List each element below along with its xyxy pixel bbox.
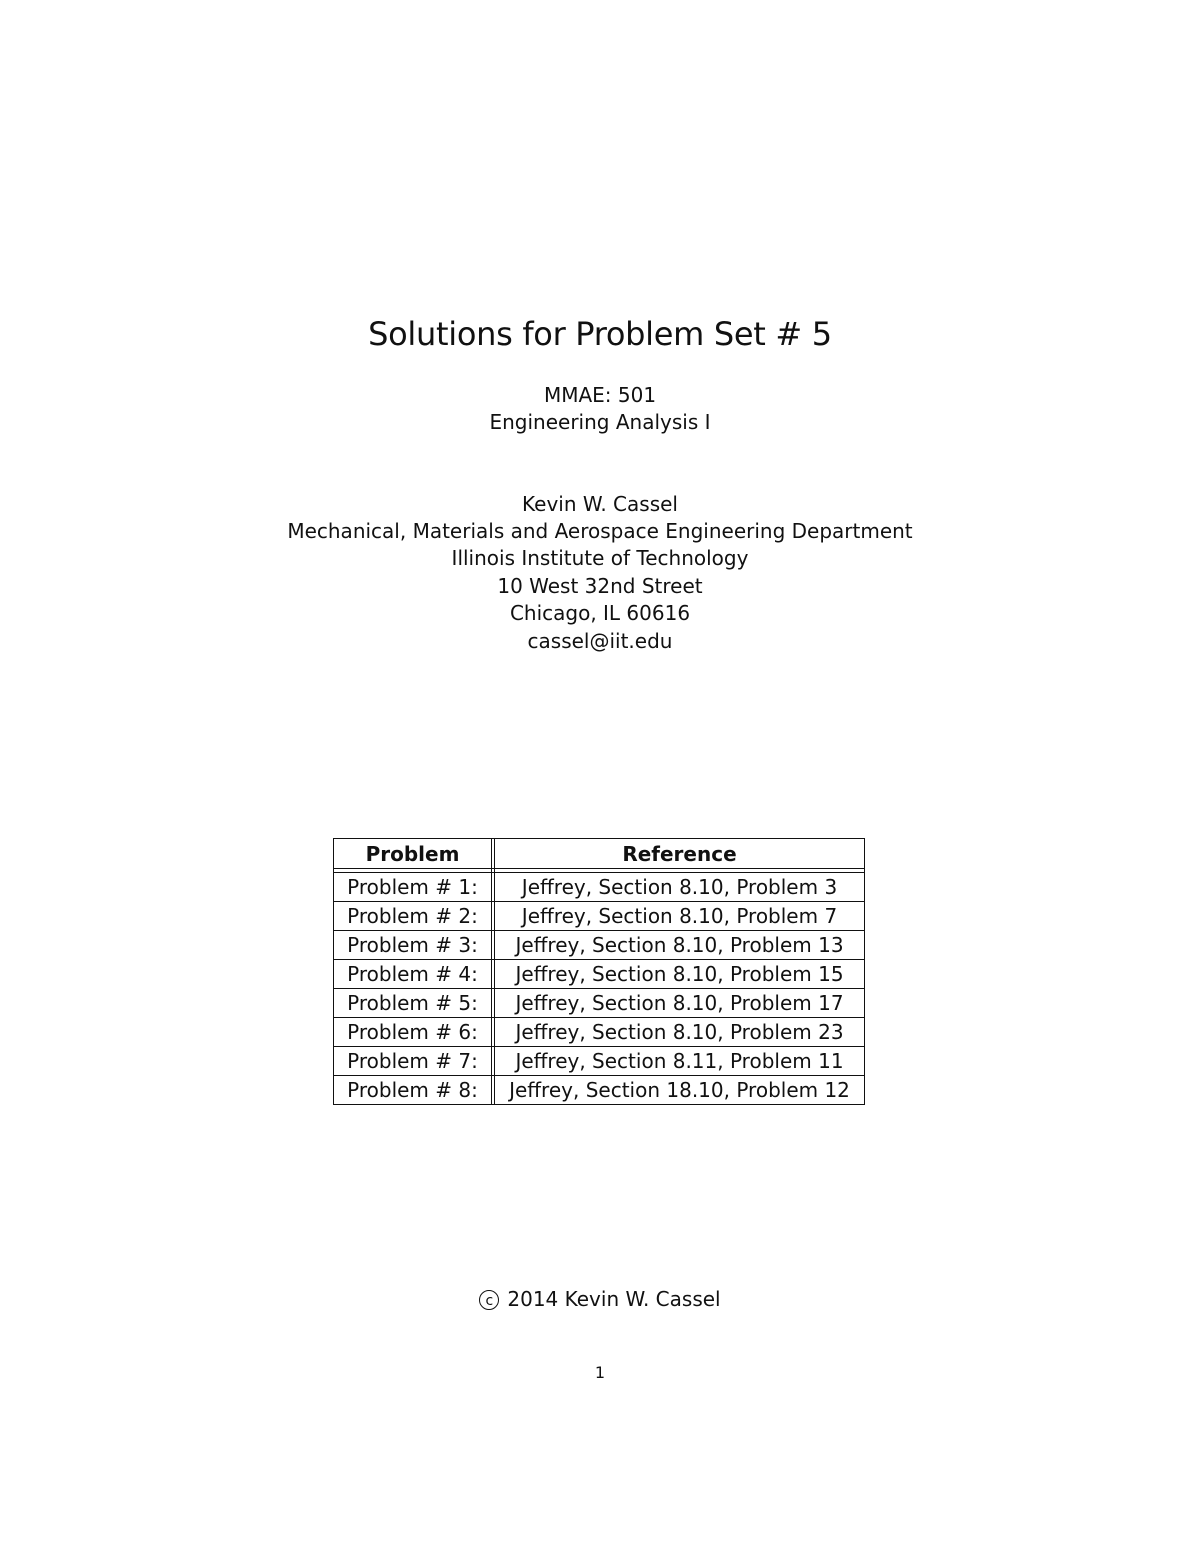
problem-cell: Problem # 4: [334,960,495,988]
department: Mechanical, Materials and Aerospace Engineering Department [287,519,913,543]
problem-cell: Problem # 3: [334,931,495,959]
page-number: 1 [594,1363,606,1382]
author-email: cassel@iit.edu [527,629,673,653]
copyright-icon: c [479,1290,499,1310]
table-row [334,1047,864,1076]
table-row [334,1018,864,1047]
reference-cell: Jeffrey, Section 8.10, Problem 13 [515,933,844,957]
reference-cell: Jeffrey, Section 8.10, Problem 7 [521,904,838,928]
course-name: Engineering Analysis I [489,410,711,434]
table-row [334,960,864,989]
document-title: Solutions for Problem Set # 5 [368,315,832,353]
reference-cell: Jeffrey, Section 8.10, Problem 15 [515,962,844,986]
copyright-text: 2014 Kevin W. Cassel [507,1287,721,1311]
reference-cell: Jeffrey, Section 8.11, Problem 11 [515,1049,844,1073]
street-address: 10 West 32nd Street [497,574,703,598]
reference-cell: Jeffrey, Section 8.10, Problem 17 [515,991,844,1015]
course-code: MMAE: 501 [543,383,657,407]
copyright-line [0,1286,1200,1313]
institution: Illinois Institute of Technology [451,546,749,570]
table-row [334,989,864,1018]
problem-cell: Problem # 2: [334,902,495,930]
problem-cell: Problem # 8: [334,1076,495,1104]
table-row [334,931,864,960]
city-address: Chicago, IL 60616 [509,601,691,625]
table-row [334,902,864,931]
author-name: Kevin W. Cassel [522,492,678,516]
table-header-row [334,839,864,869]
header-reference: Reference [622,841,737,866]
problem-cell: Problem # 7: [334,1047,495,1075]
problem-cell: Problem # 6: [334,1018,495,1046]
reference-table [333,838,865,1105]
table-row [334,1076,864,1104]
reference-cell: Jeffrey, Section 18.10, Problem 12 [509,1078,850,1102]
problem-cell: Problem # 1: [334,873,495,901]
header-problem: Problem [334,839,495,868]
reference-cell: Jeffrey, Section 8.10, Problem 3 [521,875,838,899]
problem-cell: Problem # 5: [334,989,495,1017]
table-row [334,873,864,902]
reference-cell: Jeffrey, Section 8.10, Problem 23 [515,1020,844,1044]
